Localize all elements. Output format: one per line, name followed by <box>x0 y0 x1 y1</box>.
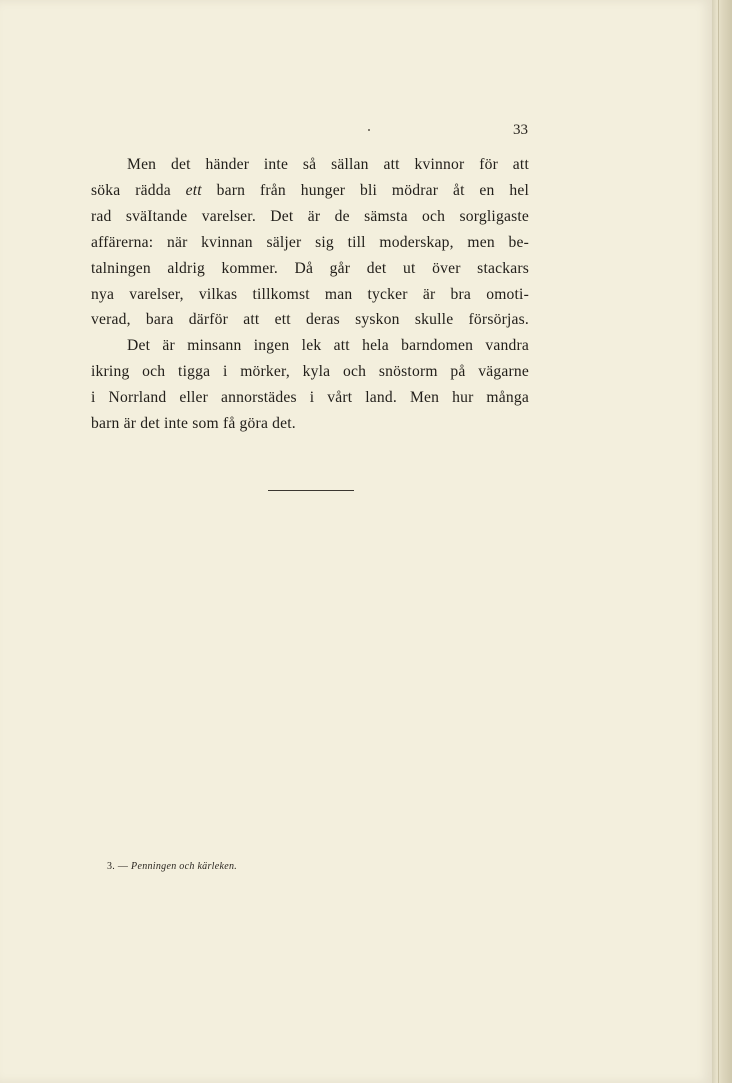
text-line: Men det händer inte så sällan att kvinnor för att <box>127 156 529 173</box>
signature-number: 3. <box>107 861 116 872</box>
emphasized-word: ett <box>185 181 202 199</box>
text-line: talningen aldrig kommer. Då går det ut över stackars <box>91 259 529 277</box>
text-line: affärerna: när kvinnan säljer sig till moderskap, men be- <box>91 233 529 251</box>
text-line: verad, bara därför att ett deras syskon skulle försörjas. <box>91 311 529 329</box>
printer-dot <box>368 129 370 131</box>
page-stack-edge <box>712 0 732 1083</box>
text-fragment: söka rädda <box>91 181 186 199</box>
text-line: nya varelser, vilkas tillkomst man tycker är bra omoti- <box>91 285 529 303</box>
text-line: barn är det inte som få göra det. <box>91 415 296 433</box>
signature-dash: — <box>117 861 129 872</box>
text-line: Det är minsann ingen lek att hela barndomen vandra <box>127 337 529 355</box>
printer-signature <box>107 861 237 872</box>
text-line: rad sväItande varelser. Det är de sämsta och sorgligaste <box>91 207 529 225</box>
section-divider <box>268 490 354 491</box>
signature-title: Penningen och kärleken. <box>131 861 238 872</box>
text-line: ikring och tigga i mörker, kyla och snöstorm på vägarne <box>91 363 529 381</box>
text-line: i Norrland eller annorstädes i vårt land. Men hur många <box>91 389 529 407</box>
body-text <box>91 152 529 437</box>
page-number: 33 <box>513 122 528 138</box>
text-fragment: barn från hunger bli mödrar åt en hel <box>201 181 529 199</box>
text-line <box>91 178 529 204</box>
